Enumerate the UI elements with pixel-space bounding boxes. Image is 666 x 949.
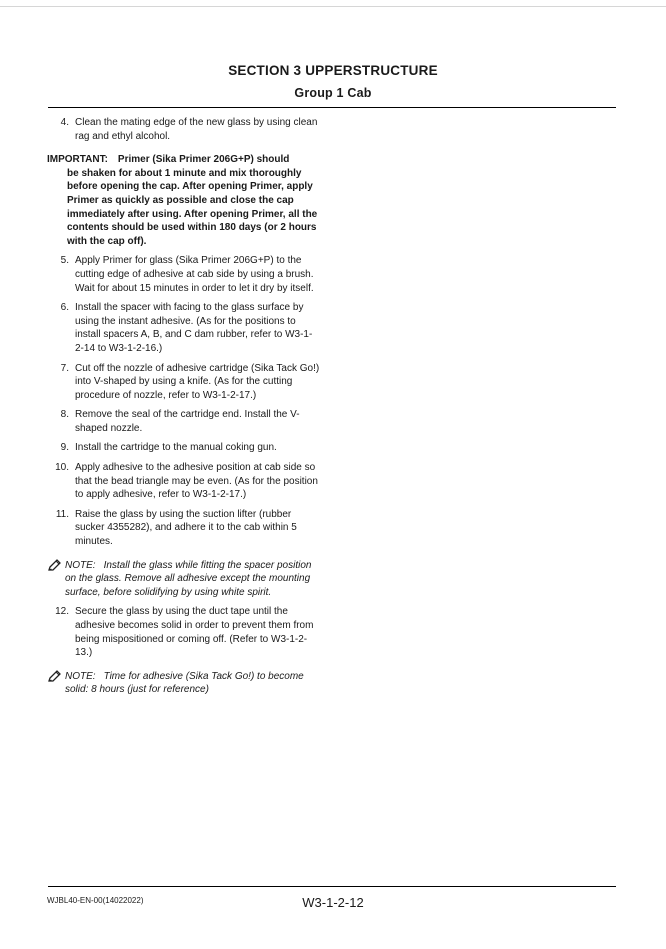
step-number: 5. bbox=[60, 255, 69, 267]
step-number: 4. bbox=[60, 117, 69, 128]
step-number: 6. bbox=[60, 302, 69, 314]
step-11 bbox=[47, 508, 321, 549]
pencil-icon bbox=[47, 559, 62, 572]
note-label: NOTE: bbox=[65, 559, 96, 571]
step-9 bbox=[47, 441, 321, 455]
pencil-icon bbox=[47, 670, 62, 683]
step-number: 11. bbox=[55, 508, 69, 520]
step-text: Cut off the nozzle of adhesive cartridge (Sika Tack Go!) into V-shaped by using a knife. (As for the cutting procedure of nozzle, refer to W3-1-2-17.) bbox=[75, 362, 320, 401]
step-number: 8. bbox=[60, 409, 69, 421]
step-text: Raise the glass by using the suction lifter (rubber sucker 4355282), and adhere it to the cab within 5 minutes. bbox=[75, 508, 297, 548]
step-6 bbox=[47, 301, 321, 355]
step-number: 7. bbox=[60, 362, 69, 374]
page-number: W3-1-2-12 bbox=[302, 895, 364, 910]
step-text: Secure the glass by using the duct tape until the adhesive becomes solid in order to prevent them from being mispositioned or coming off. (Refer to W3-1-2-13.) bbox=[75, 606, 314, 659]
note-label: NOTE: bbox=[65, 670, 96, 682]
step-number: 10. bbox=[55, 462, 69, 474]
note-1 bbox=[47, 559, 321, 600]
header-rule bbox=[48, 107, 616, 108]
note-text: Install the glass while fitting the spacer position on the glass. Remove all adhesive except the mounting surface, before solidifying by using white spirit. bbox=[65, 559, 312, 598]
step-7 bbox=[47, 362, 321, 403]
top-border bbox=[0, 6, 666, 7]
step-text: Install the cartridge to the manual coking gun. bbox=[75, 442, 277, 454]
step-text: Clean the mating edge of the new glass by using clean rag and ethyl alcohol. bbox=[75, 117, 318, 142]
step-text: Remove the seal of the cartridge end. Install the V-shaped nozzle. bbox=[75, 409, 300, 434]
step-text: Apply Primer for glass (Sika Primer 206G+P) to the cutting edge of adhesive at cab side by using a brush. Wait for about 15 minutes in order to let it dry by itself. bbox=[75, 255, 314, 294]
step-10 bbox=[47, 461, 321, 502]
note-text: Time for adhesive (Sika Tack Go!) to become solid: 8 hours (just for reference) bbox=[65, 670, 304, 696]
footer-rule bbox=[48, 886, 616, 887]
step-number: 12. bbox=[55, 606, 69, 618]
important-notice bbox=[47, 153, 321, 248]
step-text: Install the spacer with facing to the glass surface by using the instant adhesive. (As for the positions to install spacers A, B, and C dam rubber, refer to W3-1-2-14 to W3-1-2-16.) bbox=[75, 302, 313, 354]
document-code: WJBL40-EN-00(14022022) bbox=[47, 896, 144, 905]
step-5 bbox=[47, 254, 321, 295]
important-label: IMPORTANT: bbox=[47, 154, 108, 166]
important-body: be shaken for about 1 minute and mix thoroughly before opening the cap. After opening Primer, apply Primer as quickly as possible and close the cap immediately after using. After opening Primer, all the contents should be used within 180 days (or 2 hours with the cap off). bbox=[67, 167, 318, 247]
note-2 bbox=[47, 670, 321, 697]
content-column bbox=[47, 116, 321, 703]
step-4 bbox=[47, 116, 321, 143]
important-first-line: Primer (Sika Primer 206G+P) should bbox=[117, 154, 290, 166]
section-title: SECTION 3 UPPERSTRUCTURE bbox=[228, 63, 438, 78]
group-title: Group 1 Cab bbox=[294, 86, 372, 100]
step-number: 9. bbox=[60, 442, 69, 454]
step-8 bbox=[47, 408, 321, 435]
step-text: Apply adhesive to the adhesive position at cab side so that the bead triangle may be even. (As for the position to apply adhesive, refer to W3-1-2-17.) bbox=[75, 462, 318, 501]
step-12 bbox=[47, 605, 321, 659]
